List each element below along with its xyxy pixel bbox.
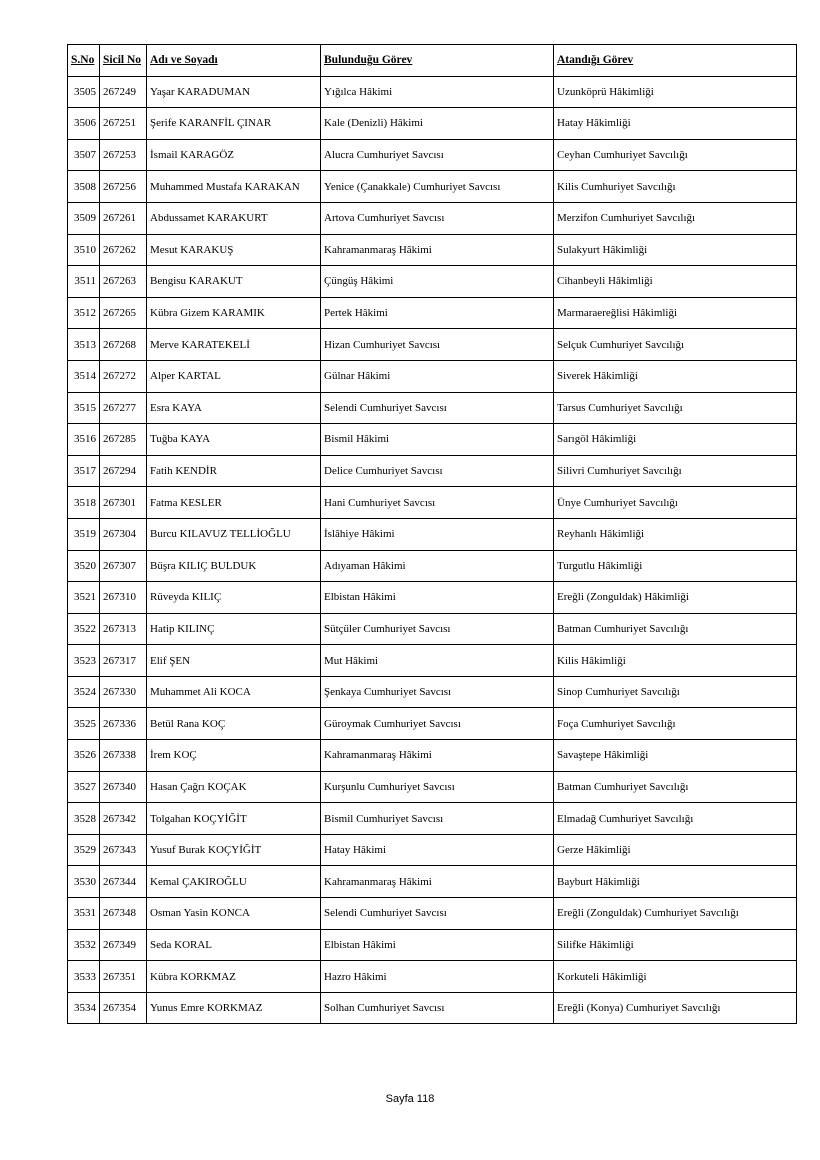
table-row — [68, 139, 797, 171]
page-number: Sayfa 118 — [385, 1093, 435, 1105]
table-row — [68, 771, 797, 803]
cell-sicil-no: 267261 — [100, 202, 147, 234]
cell-sno: 3506 — [68, 108, 100, 140]
cell-sicil-no: 267310 — [100, 582, 147, 614]
cell-name: Rüveyda KILIÇ — [147, 582, 321, 614]
cell-sno: 3531 — [68, 898, 100, 930]
cell-assigned-position: Silifke Hâkimliği — [554, 929, 797, 961]
table-row — [68, 329, 797, 361]
cell-sicil-no: 267304 — [100, 518, 147, 550]
cell-name: Abdussamet KARAKURT — [147, 202, 321, 234]
cell-sicil-no: 267336 — [100, 708, 147, 740]
cell-sno: 3528 — [68, 803, 100, 835]
header-assigned-position: Atandığı Görev — [554, 45, 797, 77]
cell-current-position: Kale (Denizli) Hâkimi — [321, 108, 554, 140]
cell-sicil-no: 267263 — [100, 266, 147, 298]
cell-sno: 3529 — [68, 834, 100, 866]
cell-name: Muhammet Ali KOCA — [147, 676, 321, 708]
cell-sicil-no: 267340 — [100, 771, 147, 803]
header-sno: S.No — [68, 45, 100, 77]
cell-name: Esra KAYA — [147, 392, 321, 424]
header-current-position: Bulunduğu Görev — [321, 45, 554, 77]
table-row — [68, 392, 797, 424]
cell-current-position: Hani Cumhuriyet Savcısı — [321, 487, 554, 519]
cell-sicil-no: 267301 — [100, 487, 147, 519]
cell-assigned-position: Sulakyurt Hâkimliği — [554, 234, 797, 266]
cell-sno: 3507 — [68, 139, 100, 171]
table-row — [68, 645, 797, 677]
table-row — [68, 708, 797, 740]
cell-assigned-position: Tarsus Cumhuriyet Savcılığı — [554, 392, 797, 424]
cell-name: Hasan Çağrı KOÇAK — [147, 771, 321, 803]
cell-name: Hatip KILINÇ — [147, 613, 321, 645]
table-row — [68, 550, 797, 582]
cell-sno: 3530 — [68, 866, 100, 898]
cell-sno: 3508 — [68, 171, 100, 203]
table-row — [68, 108, 797, 140]
cell-current-position: Hazro Hâkimi — [321, 961, 554, 993]
cell-sicil-no: 267351 — [100, 961, 147, 993]
cell-name: İrem KOÇ — [147, 740, 321, 772]
cell-current-position: Solhan Cumhuriyet Savcısı — [321, 992, 554, 1024]
table-row — [68, 266, 797, 298]
cell-sno: 3523 — [68, 645, 100, 677]
cell-sno: 3509 — [68, 202, 100, 234]
cell-sno: 3522 — [68, 613, 100, 645]
cell-sno: 3520 — [68, 550, 100, 582]
cell-current-position: Pertek Hâkimi — [321, 297, 554, 329]
cell-sicil-no: 267285 — [100, 424, 147, 456]
cell-name: Fatma KESLER — [147, 487, 321, 519]
cell-sno: 3527 — [68, 771, 100, 803]
cell-sicil-no: 267313 — [100, 613, 147, 645]
cell-sno: 3534 — [68, 992, 100, 1024]
cell-sno: 3510 — [68, 234, 100, 266]
cell-sicil-no: 267344 — [100, 866, 147, 898]
cell-sicil-no: 267317 — [100, 645, 147, 677]
cell-current-position: Mut Hâkimi — [321, 645, 554, 677]
cell-assigned-position: Hatay Hâkimliği — [554, 108, 797, 140]
cell-name: Yaşar KARADUMAN — [147, 76, 321, 108]
cell-assigned-position: Ereğli (Zonguldak) Cumhuriyet Savcılığı — [554, 898, 797, 930]
cell-sno: 3526 — [68, 740, 100, 772]
cell-assigned-position: Reyhanlı Hâkimliği — [554, 518, 797, 550]
cell-assigned-position: Marmaraereğlisi Hâkimliği — [554, 297, 797, 329]
cell-assigned-position: Foça Cumhuriyet Savcılığı — [554, 708, 797, 740]
table-row — [68, 76, 797, 108]
cell-sno: 3505 — [68, 76, 100, 108]
cell-name: Kemal ÇAKIROĞLU — [147, 866, 321, 898]
cell-sno: 3524 — [68, 676, 100, 708]
cell-current-position: Adıyaman Hâkimi — [321, 550, 554, 582]
cell-current-position: Çüngüş Hâkimi — [321, 266, 554, 298]
table-row — [68, 992, 797, 1024]
cell-current-position: Elbistan Hâkimi — [321, 582, 554, 614]
cell-current-position: Gülnar Hâkimi — [321, 360, 554, 392]
cell-sicil-no: 267294 — [100, 455, 147, 487]
table-row — [68, 518, 797, 550]
cell-assigned-position: Bayburt Hâkimliği — [554, 866, 797, 898]
cell-current-position: Kahramanmaraş Hâkimi — [321, 866, 554, 898]
cell-name: Yusuf Burak KOÇYİĞİT — [147, 834, 321, 866]
cell-name: Alper KARTAL — [147, 360, 321, 392]
cell-assigned-position: Merzifon Cumhuriyet Savcılığı — [554, 202, 797, 234]
cell-name: Seda KORAL — [147, 929, 321, 961]
cell-sicil-no: 267251 — [100, 108, 147, 140]
cell-name: Bengisu KARAKUT — [147, 266, 321, 298]
cell-assigned-position: Ereğli (Konya) Cumhuriyet Savcılığı — [554, 992, 797, 1024]
cell-sno: 3513 — [68, 329, 100, 361]
cell-name: Tuğba KAYA — [147, 424, 321, 456]
cell-current-position: Şenkaya Cumhuriyet Savcısı — [321, 676, 554, 708]
cell-name: Büşra KILIÇ BULDUK — [147, 550, 321, 582]
cell-assigned-position: Selçuk Cumhuriyet Savcılığı — [554, 329, 797, 361]
table-body — [68, 76, 797, 1024]
cell-assigned-position: Ereğli (Zonguldak) Hâkimliği — [554, 582, 797, 614]
cell-sicil-no: 267262 — [100, 234, 147, 266]
cell-name: Şerife KARANFİL ÇINAR — [147, 108, 321, 140]
cell-name: Fatih KENDİR — [147, 455, 321, 487]
cell-assigned-position: Gerze Hâkimliği — [554, 834, 797, 866]
table-row — [68, 929, 797, 961]
cell-current-position: İslâhiye Hâkimi — [321, 518, 554, 550]
cell-current-position: Hizan Cumhuriyet Savcısı — [321, 329, 554, 361]
cell-sicil-no: 267330 — [100, 676, 147, 708]
table-row — [68, 740, 797, 772]
cell-current-position: Sütçüler Cumhuriyet Savcısı — [321, 613, 554, 645]
cell-sicil-no: 267349 — [100, 929, 147, 961]
cell-sicil-no: 267342 — [100, 803, 147, 835]
cell-name: Elif ŞEN — [147, 645, 321, 677]
cell-name: Kübra KORKMAZ — [147, 961, 321, 993]
header-row — [68, 45, 797, 77]
cell-sno: 3521 — [68, 582, 100, 614]
cell-sicil-no: 267338 — [100, 740, 147, 772]
cell-name: Merve KARATEKELİ — [147, 329, 321, 361]
cell-name: Burcu KILAVUZ TELLİOĞLU — [147, 518, 321, 550]
cell-name: Mesut KARAKUŞ — [147, 234, 321, 266]
cell-assigned-position: Elmadağ Cumhuriyet Savcılığı — [554, 803, 797, 835]
cell-current-position: Kahramanmaraş Hâkimi — [321, 740, 554, 772]
cell-sicil-no: 267268 — [100, 329, 147, 361]
cell-assigned-position: Sarıgöl Hâkimliği — [554, 424, 797, 456]
cell-assigned-position: Sinop Cumhuriyet Savcılığı — [554, 676, 797, 708]
table-row — [68, 455, 797, 487]
cell-assigned-position: Turgutlu Hâkimliği — [554, 550, 797, 582]
cell-name: Kübra Gizem KARAMIK — [147, 297, 321, 329]
table-row — [68, 297, 797, 329]
cell-current-position: Elbistan Hâkimi — [321, 929, 554, 961]
table-row — [68, 424, 797, 456]
cell-sno: 3525 — [68, 708, 100, 740]
cell-assigned-position: Savaştepe Hâkimliği — [554, 740, 797, 772]
cell-name: Osman Yasin KONCA — [147, 898, 321, 930]
cell-assigned-position: Ünye Cumhuriyet Savcılığı — [554, 487, 797, 519]
cell-sno: 3532 — [68, 929, 100, 961]
cell-sicil-no: 267265 — [100, 297, 147, 329]
cell-sicil-no: 267307 — [100, 550, 147, 582]
cell-assigned-position: Korkuteli Hâkimliği — [554, 961, 797, 993]
cell-sno: 3516 — [68, 424, 100, 456]
cell-sno: 3512 — [68, 297, 100, 329]
cell-assigned-position: Batman Cumhuriyet Savcılığı — [554, 771, 797, 803]
cell-sno: 3518 — [68, 487, 100, 519]
cell-sno: 3511 — [68, 266, 100, 298]
cell-name: Muhammed Mustafa KARAKAN — [147, 171, 321, 203]
cell-sicil-no: 267277 — [100, 392, 147, 424]
table-row — [68, 803, 797, 835]
cell-current-position: Yenice (Çanakkale) Cumhuriyet Savcısı — [321, 171, 554, 203]
cell-assigned-position: Cihanbeyli Hâkimliği — [554, 266, 797, 298]
cell-current-position: Delice Cumhuriyet Savcısı — [321, 455, 554, 487]
cell-current-position: Bismil Cumhuriyet Savcısı — [321, 803, 554, 835]
cell-assigned-position: Uzunköprü Hâkimliği — [554, 76, 797, 108]
cell-current-position: Hatay Hâkimi — [321, 834, 554, 866]
cell-sicil-no: 267354 — [100, 992, 147, 1024]
cell-current-position: Kahramanmaraş Hâkimi — [321, 234, 554, 266]
header-sicil-no: Sicil No — [100, 45, 147, 77]
table-row — [68, 898, 797, 930]
cell-name: Yunus Emre KORKMAZ — [147, 992, 321, 1024]
cell-sno: 3533 — [68, 961, 100, 993]
cell-current-position: Selendi Cumhuriyet Savcısı — [321, 392, 554, 424]
table-row — [68, 834, 797, 866]
cell-assigned-position: Ceyhan Cumhuriyet Savcılığı — [554, 139, 797, 171]
cell-sicil-no: 267343 — [100, 834, 147, 866]
cell-sicil-no: 267256 — [100, 171, 147, 203]
cell-sicil-no: 267272 — [100, 360, 147, 392]
table-row — [68, 487, 797, 519]
cell-assigned-position: Batman Cumhuriyet Savcılığı — [554, 613, 797, 645]
cell-sno: 3514 — [68, 360, 100, 392]
table-row — [68, 613, 797, 645]
cell-name: Betül Rana KOÇ — [147, 708, 321, 740]
cell-assigned-position: Kilis Hâkimliği — [554, 645, 797, 677]
assignment-table — [67, 44, 797, 1024]
table-row — [68, 234, 797, 266]
cell-current-position: Bismil Hâkimi — [321, 424, 554, 456]
cell-sicil-no: 267253 — [100, 139, 147, 171]
cell-current-position: Yığılca Hâkimi — [321, 76, 554, 108]
table-row — [68, 360, 797, 392]
cell-name: İsmail KARAGÖZ — [147, 139, 321, 171]
header-name: Adı ve Soyadı — [147, 45, 321, 77]
cell-assigned-position: Silivri Cumhuriyet Savcılığı — [554, 455, 797, 487]
cell-sicil-no: 267249 — [100, 76, 147, 108]
table-row — [68, 171, 797, 203]
cell-sicil-no: 267348 — [100, 898, 147, 930]
table-row — [68, 202, 797, 234]
cell-sno: 3519 — [68, 518, 100, 550]
table-row — [68, 961, 797, 993]
table-row — [68, 582, 797, 614]
cell-current-position: Selendi Cumhuriyet Savcısı — [321, 898, 554, 930]
table-row — [68, 676, 797, 708]
cell-current-position: Güroymak Cumhuriyet Savcısı — [321, 708, 554, 740]
cell-current-position: Artova Cumhuriyet Savcısı — [321, 202, 554, 234]
cell-current-position: Kurşunlu Cumhuriyet Savcısı — [321, 771, 554, 803]
cell-name: Tolgahan KOÇYİĞİT — [147, 803, 321, 835]
cell-assigned-position: Kilis Cumhuriyet Savcılığı — [554, 171, 797, 203]
cell-assigned-position: Siverek Hâkimliği — [554, 360, 797, 392]
table-row — [68, 866, 797, 898]
cell-current-position: Alucra Cumhuriyet Savcısı — [321, 139, 554, 171]
cell-sno: 3515 — [68, 392, 100, 424]
cell-sno: 3517 — [68, 455, 100, 487]
